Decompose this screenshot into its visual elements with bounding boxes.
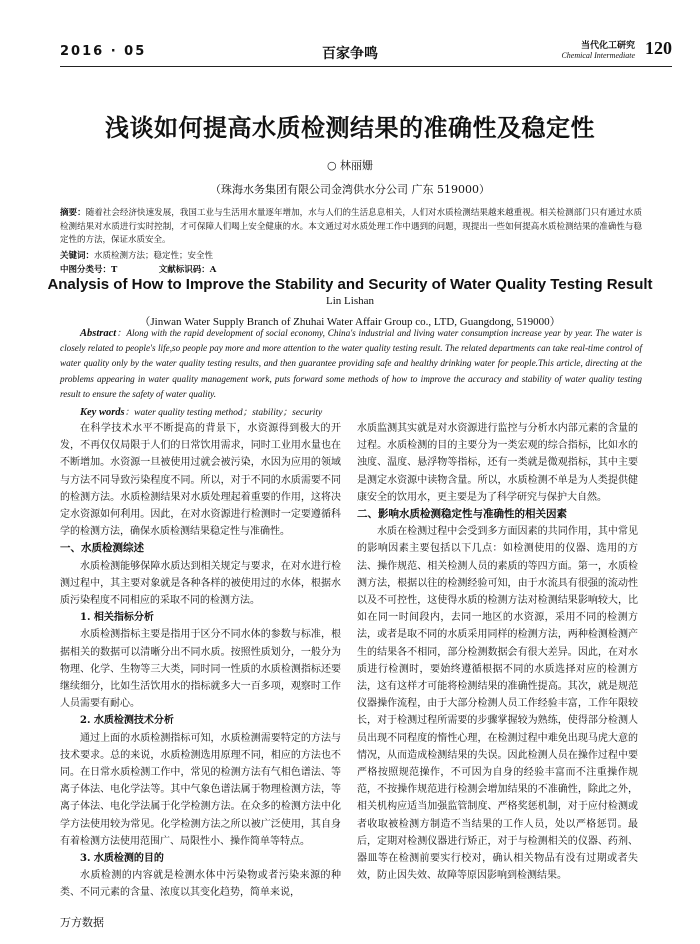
author-en: Lin Lishan <box>326 295 374 307</box>
footer-source: 万方数据 <box>60 916 104 929</box>
subsection-heading-1-2: 2. 水质检测技术分析 <box>80 715 174 727</box>
clc-value: T <box>111 265 118 275</box>
subsection-1-2-paragraph: 通过上面的水质检测指标可知，水质检测需要特定的方法与技术要求。总的来说，水质检测选用原理不同，相应的方法也不同。在日常水质检测工作中，常见的检测方法有气相色谱法、等离子体法、电化学法等。其中气象色谱法属于物理检测方法，等离子体法、电化学法属于化学检测方法。在众多的检测方法中化学方法使用较为常见。化学检测方法之所以被广泛使用，其自身有着检测方法使用范围广、局限性小、操作简单等特点。 <box>60 732 341 847</box>
section-heading-1: 一、水质检测综述 <box>60 542 144 555</box>
subsection-1-3-paragraph: 水质检测的内容就是检测水体中污染物或者污染来源的种类、不同元素的含量、浓度以其变化趋势，简单来说， <box>60 870 341 899</box>
keywords-label: 关键词： <box>60 251 95 261</box>
keywords-en <box>80 404 322 418</box>
header-rule <box>60 66 672 67</box>
clc-label: 中图分类号： <box>60 265 112 275</box>
keywords-text: 水质检测方法；稳定性；安全性 <box>94 251 214 261</box>
keywords-en-label: Key words <box>80 407 125 418</box>
abstract-en <box>60 326 642 402</box>
doc-code-label: 文献标识码： <box>158 265 210 275</box>
section-title: 百家争鸣 <box>322 46 378 62</box>
subsection-heading-1-1: 1. 相关指标分析 <box>80 612 154 624</box>
section-1-paragraph: 水质检测能够保障水质达到相关规定与要求，在对水进行检测过程中，其主要对象就是各种各样的被使用过的水体，根据水质污染程度不同相应的采取不同的检测方法。 <box>60 560 341 607</box>
abstract-text: 随着社会经济快速发展，我国工业与生活用水量逐年增加，水与人们的生活息息相关，人们对水质检测结果越来越重视。相关检测部门只有通过水质检测结果对水质进行实时控制，才可保障人们喝上安全健康的水。本文通过对水质处理工作中遇到的问题，现提出一些如何提高水质检测结果的准确性与稳定性的方法，保证水质安全。 <box>60 208 642 245</box>
subsection-1-1-paragraph: 水质检测指标主要是指用于区分不同水体的参数与标准，根据相关的数据可以清晰分出不同水质。按照性质划分，一般分为物理、化学、生物等三大类，同时同一性质的水质检测指标还要继续细分，比如生活饮用水的指标就多大一百多项，观察时工作人员需要有耐心。 <box>60 629 341 710</box>
affiliation-en: （Jinwan Water Supply Branch of Zhuhai Water Affair Group co., LTD, Guangdong, 519000） <box>139 316 561 328</box>
page-number: 120 <box>645 38 672 58</box>
doc-code-value: A <box>209 265 217 275</box>
article-title: 浅谈如何提高水质检测结果的准确性及稳定性 <box>105 114 595 142</box>
abstract-label: 摘要： <box>60 208 86 218</box>
subsection-1-3-continued: 水质监测其实就是对水资源进行监控与分析水内部元素的含量的过程。水质检测的目的主要分为一类宏观的综合指标，比如水的浊度、温度、悬浮物等指标，还有一类就是微观指标，其中主要是测定水资源中读物含量。所以，水质检测不单是为人类提供健康安全的饮用水，更主要是为了科学研究与保护大自然。 <box>357 423 638 503</box>
abstract-en-text: ：Along with the rapid development of social economy, China's industrial and living water consumption increase year by year. The water is closely related to people's life,so people pay more and more attention to the water quality testing result. The related departments can take real-time control of water quality only by the water quality testing results, and then guarantee providing safe and healthy drinking water for people.This article, directing at the problems appearing in water quality management work, puts forward some methods of how to improve the accuracy and stability of water quality testing result to ensure the safety of water quality. <box>60 328 642 399</box>
section-2-paragraph: 水质在检测过程中会受到多方面因素的共同作用，其中常见的影响因素主要包括以下几点：如检测使用的仪器、选用的方法、操作规范、相关检测人员的素质的等四方面。第一，水质检测方法，根据以往的检测经验可知，由于水流具有很强的流动性以及不可控性，这使得水质的检测方法对检测结果影响较大，比如在同一时间段内，去同一地区的水资源，采用不同的检测方法，或者是取不同的水质采用同样的检测方法，两种检测检测产生的结果各不相同，部分检测数据会有很大差异。因此，在对水质进行检测时，要始终遵循根据不同的水质选择对应的检测方法，这有这样才可能将检测结果的准确性提高。其次，就是规范仪器操作流程，由于大部分检测人员工作经验丰富，工作年限较长，对于检测过程所需要的步骤掌握较为熟练，使得部分检测人员出现不同程度的惰性心理，在检测过程中难免出现马虎大意的情况，从而造成检测结果的失误。因此检测人员在操作过程中要严格按照规范操作，不可因为自身的经验丰富而不注重操作规范，不按操作规范进行检测会增加结果的不准确性，除此之外，相关机构应适当加强监管制度、严格奖惩机制，对于应付检测或者收取被检测方制造不当结果的工作人员，处以严格惩罚。最后，定期对检测仪器进行矫正，对于与检测相关的仪器、药剂、器皿等在检测前要实行校对，确认相关物品有没有过期或者失效，防止因失效、故障等原因影响到检测结果。 <box>357 526 638 882</box>
affiliation: （珠海水务集团有限公司金湾供水分公司 广东 519000） <box>210 183 490 196</box>
journal-name <box>561 38 635 60</box>
body-column-right <box>357 420 638 884</box>
abstract-en-label: Abstract <box>80 328 117 339</box>
section-heading-2: 二、影响水质检测稳定性与准确性的相关因素 <box>357 508 567 521</box>
abstract-cn <box>60 207 642 248</box>
keywords-en-text: ：water quality testing method；stability；security <box>124 408 323 418</box>
subsection-heading-1-3: 3. 水质检测的目的 <box>80 853 164 865</box>
keywords-cn <box>60 249 642 261</box>
issue-number: 2016 · 05 <box>60 44 147 59</box>
author: ○ 林丽姗 <box>326 159 374 172</box>
journal-name-en: Chemical Intermediate <box>561 51 635 60</box>
article-title-en: Analysis of How to Improve the Stability and Security of Water Quality Testing Result <box>47 276 653 293</box>
classification <box>60 263 642 275</box>
journal-name-cn: 当代化工研究 <box>580 41 635 51</box>
intro-paragraph: 在科学技术水平不断提高的背景下，水资源得到极大的开发，不再仅仅局限于人们的日常饮用需求，同时工业用水量也在不断增加。水资源一旦被使用过就会被污染，水因为应用的领域与方法不同导致污染程度不同。所以，对于不同的水质需要不同的检测方法。水质检测结果对水质处理起着重要的作用，这将决定水资源如何利用。因此，在对水资源进行检测时一定要遵循科学的检测方法，确保水质检测结果稳定性与准确性。 <box>60 423 341 538</box>
body-column-left <box>60 420 341 902</box>
